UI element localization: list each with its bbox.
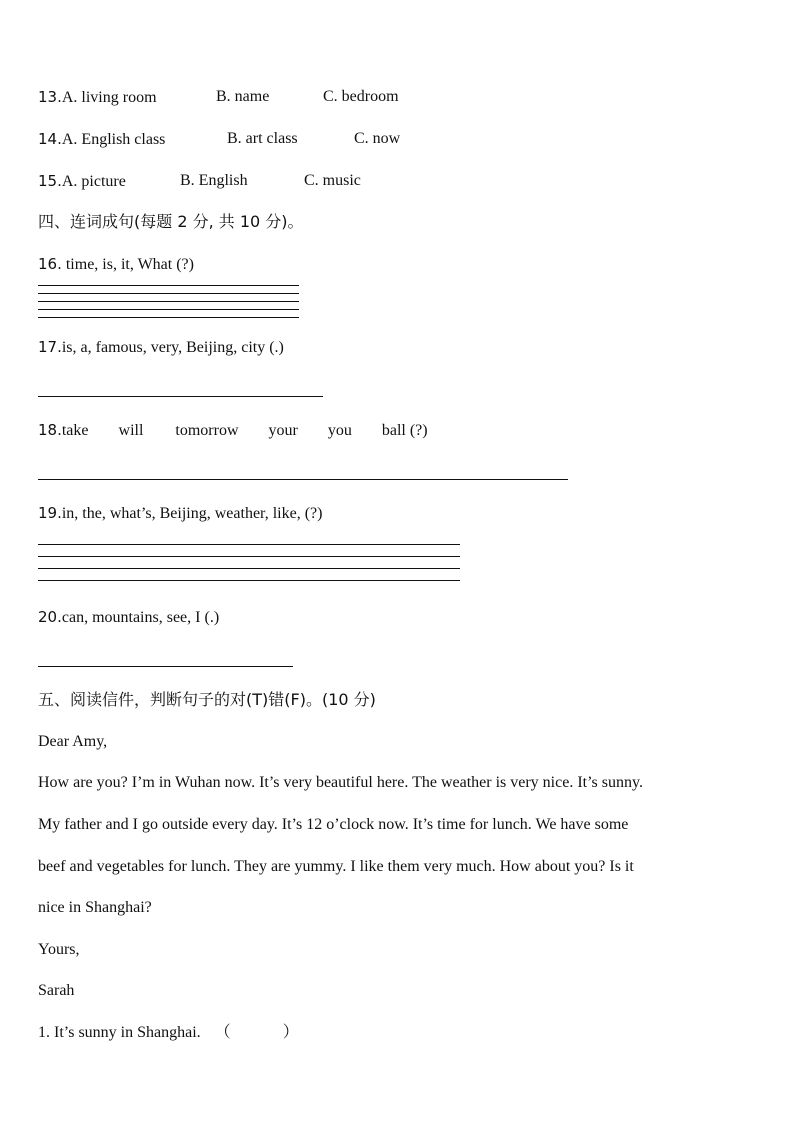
word: take xyxy=(61,422,89,439)
question-17 xyxy=(38,337,284,358)
letter-greeting: Dear Amy, xyxy=(38,733,108,750)
open-paren: （ xyxy=(214,1024,231,1041)
choice-row-15 xyxy=(38,171,458,192)
question-number: 15. xyxy=(38,172,62,190)
question-number: 20. xyxy=(38,608,62,626)
answer-line[interactable] xyxy=(38,285,299,286)
question-text: in, the, what’s, Beijing, weather, like, (?) xyxy=(61,505,323,522)
answer-line[interactable] xyxy=(38,396,323,397)
option-b: B. art class xyxy=(227,130,298,147)
answer-line[interactable] xyxy=(38,479,568,480)
word: tomorrow xyxy=(175,422,239,439)
letter-line: My father and I go outside every day. It’s 12 o’clock now. It’s time for lunch. We have some xyxy=(38,816,629,833)
answer-line[interactable] xyxy=(38,556,460,557)
question-number: 16. xyxy=(38,255,62,273)
question-number: 17. xyxy=(38,338,62,356)
question-number: 18. xyxy=(38,421,62,439)
option-c: C. bedroom xyxy=(323,88,399,105)
choice-row-14 xyxy=(38,129,458,150)
section-5-heading: 五、阅读信件，判断句子的对(T)错(F)。(10 分) xyxy=(38,690,376,709)
option-a: A. English class xyxy=(61,131,166,148)
question-20 xyxy=(38,607,219,628)
letter-line: nice in Shanghai? xyxy=(38,899,152,916)
question-18 xyxy=(38,420,428,441)
judge-question-1 xyxy=(38,1023,299,1043)
question-number: 13. xyxy=(38,88,62,106)
answer-line[interactable] xyxy=(38,293,299,294)
word: will xyxy=(118,422,144,439)
word: your xyxy=(268,422,298,439)
question-text: time, is, it, What (?) xyxy=(61,256,194,273)
letter-line: beef and vegetables for lunch. They are yummy. I like them very much. How about you? Is it xyxy=(38,858,634,875)
option-c: C. now xyxy=(354,130,401,147)
answer-line[interactable] xyxy=(38,309,299,310)
answer-line[interactable] xyxy=(38,317,299,318)
letter-line: How are you? I’m in Wuhan now. It’s very beautiful here. The weather is very nice. It’s sunny. xyxy=(38,774,643,791)
option-c: C. music xyxy=(304,172,361,189)
answer-line[interactable] xyxy=(38,301,299,302)
choice-row-13 xyxy=(38,87,458,108)
close-paren: ） xyxy=(282,1024,299,1041)
question-number: 19. xyxy=(38,504,62,522)
answer-line[interactable] xyxy=(38,580,460,581)
word: ball (?) xyxy=(381,422,428,439)
question-text: can, mountains, see, I (.) xyxy=(61,609,220,626)
answer-line[interactable] xyxy=(38,666,293,667)
answer-line[interactable] xyxy=(38,544,460,545)
option-a: A. living room xyxy=(61,89,157,106)
option-b: B. English xyxy=(180,172,248,189)
letter-closing: Yours, xyxy=(38,941,80,958)
option-a: A. picture xyxy=(61,173,126,190)
option-b: B. name xyxy=(216,88,270,105)
letter-signature: Sarah xyxy=(38,982,75,999)
section-4-heading: 四、连词成句(每题 2 分, 共 10 分)。 xyxy=(38,212,304,231)
word: you xyxy=(327,422,352,439)
question-text: is, a, famous, very, Beijing, city (.) xyxy=(61,339,284,356)
question-number: 14. xyxy=(38,130,62,148)
answer-line[interactable] xyxy=(38,568,460,569)
question-text: 1. It’s sunny in Shanghai. xyxy=(38,1024,201,1041)
question-16 xyxy=(38,254,194,275)
question-19 xyxy=(38,503,322,524)
